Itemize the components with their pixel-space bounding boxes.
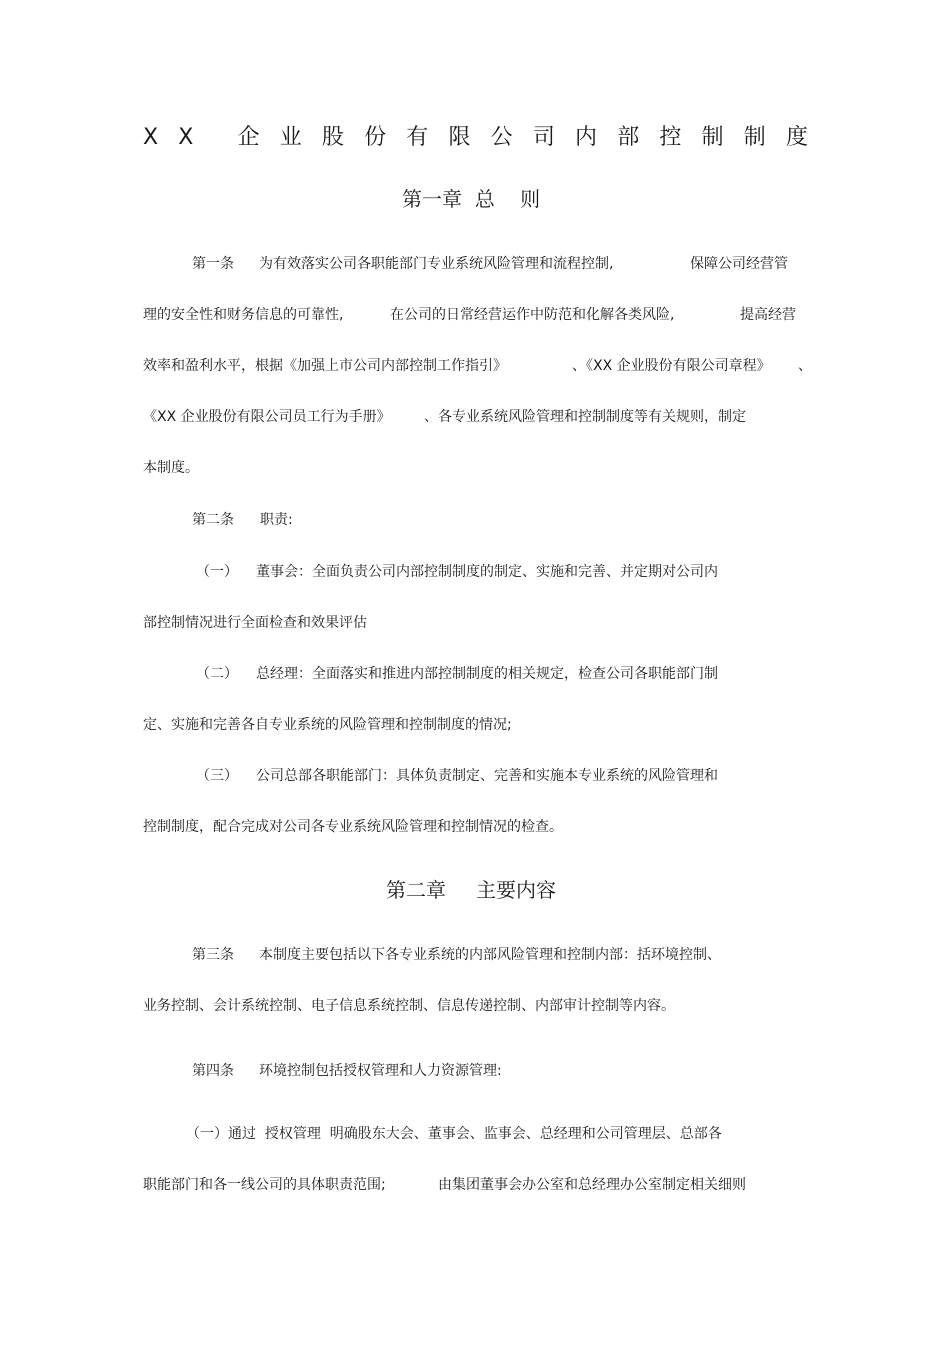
article-2-item-2-number: （二） bbox=[196, 666, 238, 682]
title-char: 份 bbox=[364, 125, 387, 150]
article-1-line-5: 本制度。 bbox=[143, 460, 199, 476]
article-2-item-1-line-1: 董事会：全面负责公司内部控制制度的制定、实施和完善、并定期对公司内 bbox=[256, 564, 718, 580]
article-4-label: 第四条 bbox=[192, 1063, 234, 1079]
title-char: X bbox=[143, 125, 159, 150]
title-char: 业 bbox=[279, 125, 302, 150]
article-1-label: 第一条 bbox=[192, 256, 234, 272]
article-1-line-1-end: 保障公司经营管 bbox=[690, 256, 788, 272]
article-2-item-2-line-2: 定、实施和完善各自专业系统的风险管理和控制制度的情况; bbox=[143, 717, 512, 733]
title-char: 公 bbox=[490, 125, 513, 150]
title-char: 制 bbox=[743, 125, 766, 150]
article-1-line-1: 为有效落实公司各职能部门专业系统风险管理和流程控制, bbox=[259, 256, 614, 272]
article-1-line-4: 《XX 企业股份有限公司员工行为手册》 bbox=[143, 409, 391, 425]
article-4-item-1-line-2: 职能部门和各一线公司的具体职责范围; bbox=[143, 1177, 386, 1193]
article-3-line-1: 本制度主要包括以下各专业系统的内部风险管理和控制内部：括环境控制、 bbox=[259, 947, 721, 963]
article-1-line-2-end: 提高经营 bbox=[740, 307, 796, 323]
article-1-line-3-end: 、 bbox=[798, 358, 812, 374]
chapter-2-title: 主要内容 bbox=[476, 878, 556, 902]
article-1-line-2: 理的安全性和财务信息的可靠性, bbox=[143, 307, 344, 323]
article-4-item-1-line-1: （一）通过 授权管理 明确股东大会、董事会、监事会、总经理和公司管理层、总部各 bbox=[186, 1126, 722, 1142]
article-2-item-3-line-1: 公司总部各职能部门：具体负责制定、完善和实施本专业系统的风险管理和 bbox=[256, 768, 718, 784]
article-2-item-1-number: （一） bbox=[196, 564, 238, 580]
title-char: 部 bbox=[617, 125, 640, 150]
article-4-line-1: 环境控制包括授权管理和人力资源管理: bbox=[259, 1063, 502, 1079]
title-char: 控 bbox=[659, 125, 682, 150]
article-2-item-3-line-2: 控制制度，配合完成对公司各专业系统风险管理和控制情况的检查。 bbox=[143, 819, 563, 835]
title-char: 股 bbox=[321, 125, 344, 150]
title-char: 司 bbox=[532, 125, 555, 150]
article-2-item-2-line-1: 总经理：全面落实和推进内部控制制度的相关规定，检查公司各职能部门制 bbox=[256, 666, 718, 682]
article-2-label: 第二条 bbox=[192, 512, 234, 528]
article-2-heading: 职责: bbox=[260, 512, 293, 528]
document-title bbox=[143, 124, 808, 152]
article-1-line-3: 效率和盈利水平，根据《加强上市公司内部控制工作指引》 bbox=[143, 358, 507, 374]
title-char: 有 bbox=[406, 125, 429, 150]
title-char: 内 bbox=[575, 125, 598, 150]
article-2-item-3-number: （三） bbox=[196, 768, 238, 784]
title-char: 企 bbox=[237, 125, 260, 150]
title-char: 制 bbox=[701, 125, 724, 150]
chapter-1-heading: 第一章 总 则 bbox=[402, 187, 541, 211]
article-1-line-2-mid: 在公司的日常经营运作中防范和化解各类风险, bbox=[390, 307, 675, 323]
article-3-line-2: 业务控制、会计系统控制、电子信息系统控制、信息传递控制、内部审计控制等内容。 bbox=[143, 998, 675, 1014]
article-4-item-1-line-2-end: 由集团董事会办公室和总经理办公室制定相关细则 bbox=[438, 1177, 746, 1193]
article-3-label: 第三条 bbox=[192, 947, 234, 963]
title-char: 度 bbox=[785, 125, 808, 150]
title-char: X bbox=[178, 125, 194, 150]
chapter-2-number: 第二章 bbox=[386, 878, 446, 902]
article-1-line-4-end: 、各专业系统风险管理和控制制度等有关规则，制定 bbox=[424, 409, 746, 425]
article-1-line-3-mid: 、《XX 企业股份有限公司章程》 bbox=[572, 358, 771, 374]
title-char: 限 bbox=[448, 125, 471, 150]
article-2-item-1-line-2: 部控制情况进行全面检查和效果评估 bbox=[143, 615, 367, 631]
